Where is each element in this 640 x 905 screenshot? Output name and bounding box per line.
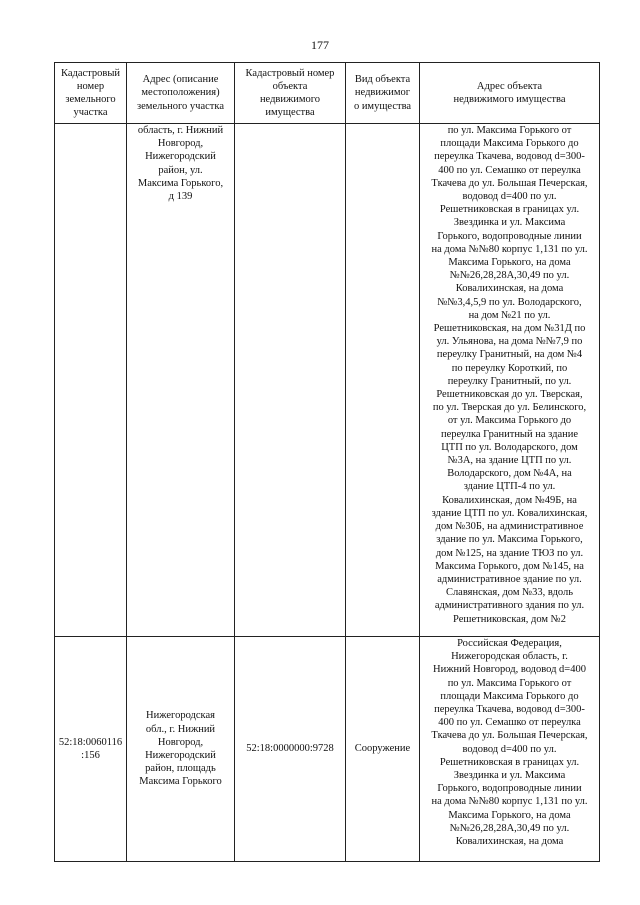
land-cadastral-cell [55,124,127,637]
object-address-cell: по ул. Максима Горького от площади Максима Горького до переулка Ткачева, водовод d=300- 400 по ул. Семашко от переулка Ткачева до ул. Большая Печерская, водовод d=400 по ул. Решетниковская в границах ул. Звездинка и ул. Максима Горького, водопроводные линии на дома №№80 корпус 1,131 по ул. Максима Горького, на дома №№26,28,28А,30,49 по ул. Ковалихинская, на дома №№3,4,5,9 по ул. Володарского, на дом №21 по ул. Решетниковская, на дом №31Д по ул. Ульянова, на дома №№7,9 по переулку Гранитный, на дом №4 по переулку Короткий, по переулку Гранитный, по ул. Решетниковская до ул. Тверская, по ул. Тверская до ул. Белинского, от ул. Максима Горького до переулка Гранитный на здание ЦТП по ул. Володарского, дом №3А, на здание ЦТП по ул. Володарского, дом №4А, на здание ЦТП-4 по ул. Ковалихинская, дом №49Б, на здание ЦТП по ул. Ковалихинская, дом №30Б, на административное здание по ул. Максима Горького, дом №125, на здание ТЮЗ по ул. Максима Горького, дом №145, на административное здание по ул. Славянская, дом №33, вдоль административного здания по ул. Решетниковская, дом №2 [420,124,600,637]
land-address-cell: Нижегородская обл., г. Нижний Новгород, Нижегородский район, площадь Максима Горького [127,637,235,862]
table-row [55,124,600,637]
land-cadastral-cell: 52:18:0060116 :156 [55,637,127,862]
object-cadastral-cell: 52:18:0000000:9728 [235,637,346,862]
object-type-cell: Сооружение [346,637,420,862]
header-object-type: Вид объекта недвижимог о имущества [346,63,420,124]
object-address-cell: Российская Федерация, Нижегородская область, г. Нижний Новгород, водовод d=400 по ул. Максима Горького от площади Максима Горького до переулка Ткачева, водовод d=300- 400 по ул. Семашко от переулка Ткачева до ул. Большая Печерская, водовод d=400 по ул. Решетниковская в границах ул. Звездинка и ул. Максима Горького, водопроводные линии на дома №№80 корпус 1,131 по ул. Максима Горького, на дома №№26,28,28А,30,49 по ул. Ковалихинская, на дома [420,637,600,862]
page-number: 177 [311,38,329,52]
object-cadastral-cell [235,124,346,637]
table-row [55,637,600,862]
header-land-address: Адрес (описание местоположения) земельного участка [127,63,235,124]
object-type-cell [346,124,420,637]
header-object-cadastral-number: Кадастровый номер объекта недвижимого имущества [235,63,346,124]
land-address-cell: область, г. Нижний Новгород, Нижегородский район, ул. Максима Горького, д 139 [127,124,235,637]
header-object-address: Адрес объекта недвижимого имущества [420,63,600,124]
header-land-cadastral-number: Кадастровый номер земельного участка [55,63,127,124]
table-header-row [55,63,600,124]
cadastral-table [54,62,600,862]
